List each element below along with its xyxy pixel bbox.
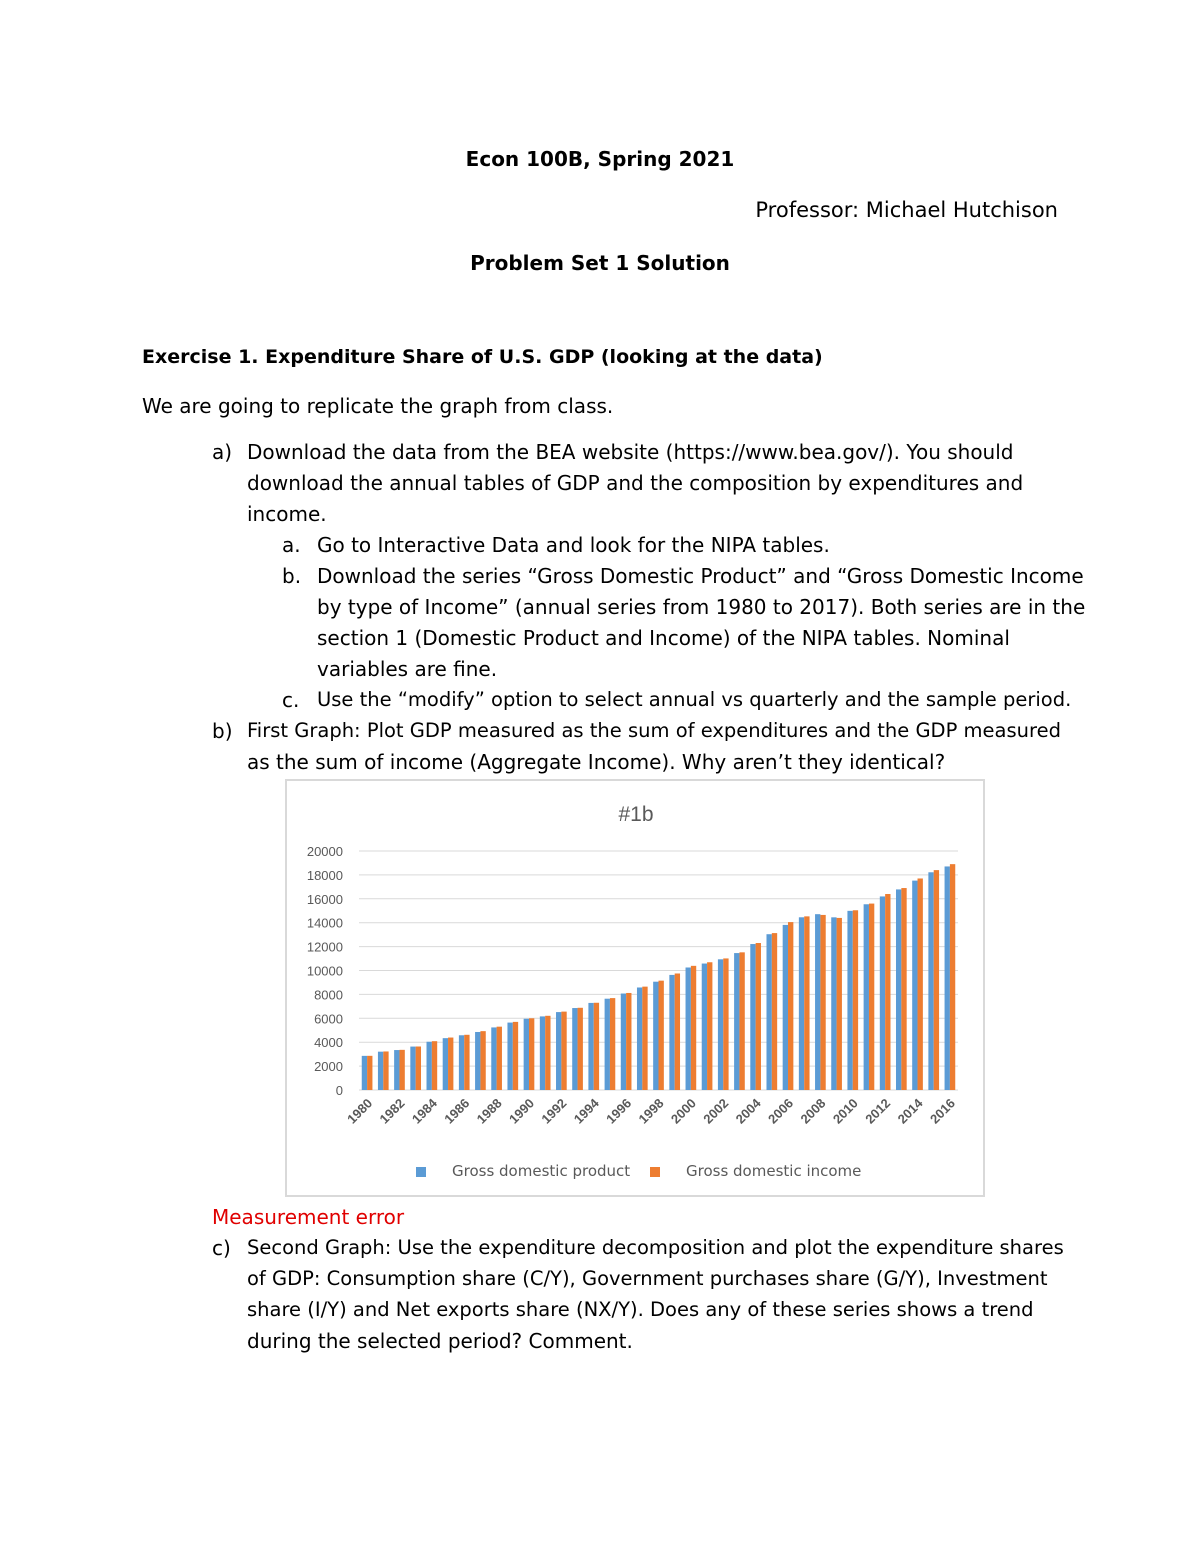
x-tick-label: 1990 xyxy=(506,1095,538,1127)
x-tick-label: 2002 xyxy=(700,1095,732,1127)
bar-gdp xyxy=(912,881,917,1090)
x-tick-label: 2014 xyxy=(894,1095,926,1127)
item-a-line: Download the data from the BEA website (https://www.bea.gov/). You should xyxy=(247,440,1014,464)
x-tick-label: 2006 xyxy=(765,1095,797,1127)
legend-label-gdi: Gross domestic income xyxy=(686,1162,862,1180)
bar-gdp xyxy=(653,982,658,1090)
item-b-marker: b) xyxy=(212,719,233,743)
bar-gdp xyxy=(491,1027,496,1090)
item-c-line: share (I/Y) and Net exports share (NX/Y). Does any of these series shows a trend xyxy=(247,1298,1034,1321)
bar-gdp xyxy=(556,1012,561,1090)
bar-gdp xyxy=(572,1008,577,1090)
bar-gdi xyxy=(820,915,825,1090)
bar-gdp xyxy=(896,889,901,1090)
bar-gdi xyxy=(901,888,906,1090)
bar-gdi xyxy=(513,1022,518,1090)
item-a-line: download the annual tables of GDP and the composition by expenditures and xyxy=(247,471,1024,495)
y-tick-label: 10000 xyxy=(306,963,343,979)
bar-gdi xyxy=(383,1051,388,1090)
subitem-c-marker: c. xyxy=(282,688,300,712)
legend-item-gdp xyxy=(416,1162,630,1180)
bar-gdp xyxy=(621,994,626,1090)
bar-gdp xyxy=(799,917,804,1090)
legend-swatch-gdi xyxy=(650,1167,660,1177)
y-tick-label: 14000 xyxy=(306,915,343,931)
bar-gdi xyxy=(950,864,955,1090)
bar-gdp xyxy=(669,975,674,1090)
item-b-line: First Graph: Plot GDP measured as the sum of expenditures and the GDP measured xyxy=(247,719,1061,742)
bar-gdp xyxy=(815,914,820,1090)
x-tick-label: 1980 xyxy=(344,1095,376,1127)
exercise-heading: Exercise 1. Expenditure Share of U.S. GDP (looking at the data) xyxy=(142,346,823,368)
bar-gdp xyxy=(443,1038,448,1090)
gdp-chart-svg xyxy=(287,781,983,1195)
subitem-b-marker: b. xyxy=(282,564,302,588)
bar-gdi xyxy=(497,1027,502,1090)
bar-gdp xyxy=(427,1042,432,1090)
bar-gdi xyxy=(772,933,777,1090)
bar-gdp xyxy=(362,1056,367,1090)
answer-text: Measurement error xyxy=(212,1205,405,1229)
x-tick-label: 1986 xyxy=(441,1095,473,1127)
bar-gdi xyxy=(594,1003,599,1090)
x-tick-label: 1982 xyxy=(376,1095,408,1127)
y-tick-label: 0 xyxy=(335,1083,343,1098)
bar-gdi xyxy=(432,1041,437,1090)
bar-gdp xyxy=(410,1047,415,1090)
bar-gdp xyxy=(847,911,852,1090)
bar-gdp xyxy=(864,904,869,1090)
bar-gdi xyxy=(626,993,631,1090)
course-title: Econ 100B, Spring 2021 xyxy=(465,147,735,171)
bar-gdi xyxy=(756,943,761,1090)
subitem-b-line: by type of Income” (annual series from 1980 to 2017). Both series are in the xyxy=(317,595,1086,619)
subitem-b-line: section 1 (Domestic Product and Income) of the NIPA tables. Nominal xyxy=(317,626,1010,650)
bar-gdp xyxy=(475,1032,480,1090)
y-tick-label: 2000 xyxy=(314,1059,343,1075)
bar-gdi xyxy=(545,1016,550,1090)
y-tick-label: 16000 xyxy=(306,891,343,907)
bar-gdi xyxy=(788,922,793,1090)
bar-gdi xyxy=(934,870,939,1090)
professor-name: Professor: Michael Hutchison xyxy=(755,198,1058,222)
bar-gdi xyxy=(578,1008,583,1090)
bar-gdi xyxy=(367,1056,372,1090)
x-tick-label: 1998 xyxy=(635,1095,667,1127)
bar-gdi xyxy=(659,981,664,1090)
item-c-marker: c) xyxy=(212,1236,231,1260)
bar-gdp xyxy=(459,1035,464,1090)
bar-gdp xyxy=(945,866,950,1090)
bar-gdi xyxy=(885,894,890,1090)
bar-gdi xyxy=(675,973,680,1090)
bar-gdp xyxy=(928,872,933,1090)
subitem-b-line: Download the series “Gross Domestic Product” and “Gross Domestic Income xyxy=(317,564,1084,588)
y-tick-label: 6000 xyxy=(314,1011,343,1027)
bar-gdp xyxy=(734,953,739,1090)
bar-gdp xyxy=(718,959,723,1090)
bar-gdp xyxy=(783,925,788,1090)
bar-gdp xyxy=(880,896,885,1090)
bar-gdp xyxy=(394,1050,399,1090)
y-tick-label: 12000 xyxy=(306,939,343,955)
bar-gdp xyxy=(831,917,836,1090)
gdp-chart xyxy=(285,779,985,1197)
item-a-line: income. xyxy=(247,502,327,526)
bar-gdp xyxy=(507,1023,512,1090)
item-c-line: Second Graph: Use the expenditure decomposition and plot the expenditure shares xyxy=(247,1236,1064,1259)
legend-swatch-gdp xyxy=(416,1167,426,1177)
bar-gdi xyxy=(707,962,712,1090)
bar-gdp xyxy=(686,967,691,1090)
bar-gdi xyxy=(529,1018,534,1090)
subitem-c-line: Use the “modify” option to select annual vs quarterly and the sample period. xyxy=(317,688,1072,711)
bar-gdi xyxy=(918,878,923,1090)
bar-gdp xyxy=(605,999,610,1090)
bar-gdi xyxy=(448,1038,453,1090)
x-tick-label: 2010 xyxy=(829,1095,861,1127)
bar-gdi xyxy=(416,1047,421,1090)
bar-gdi xyxy=(837,918,842,1090)
y-tick-label: 20000 xyxy=(306,844,343,859)
x-tick-label: 2012 xyxy=(862,1095,894,1127)
bar-gdp xyxy=(588,1003,593,1090)
bar-gdi xyxy=(399,1050,404,1090)
y-tick-label: 8000 xyxy=(314,987,343,1003)
bar-gdi xyxy=(853,910,858,1090)
bar-gdi xyxy=(691,966,696,1090)
x-tick-label: 2004 xyxy=(732,1095,764,1127)
legend-item-gdi xyxy=(650,1162,861,1180)
exercise-intro: We are going to replicate the graph from class. xyxy=(142,394,614,418)
x-tick-label: 1988 xyxy=(473,1095,505,1127)
subitem-b-line: variables are fine. xyxy=(317,657,498,681)
subitem-a-marker: a. xyxy=(282,533,301,557)
bar-gdi xyxy=(804,916,809,1090)
x-tick-label: 2000 xyxy=(667,1095,699,1127)
subitem-a-line: Go to Interactive Data and look for the NIPA tables. xyxy=(317,533,830,557)
bar-gdi xyxy=(561,1012,566,1090)
item-c-line: of GDP: Consumption share (C/Y), Government purchases share (G/Y), Investment xyxy=(247,1267,1048,1290)
item-a-marker: a) xyxy=(212,440,233,464)
bar-gdp xyxy=(637,987,642,1090)
x-tick-label: 2016 xyxy=(926,1095,959,1127)
item-c-line: during the selected period? Comment. xyxy=(247,1329,633,1353)
x-tick-label: 2008 xyxy=(797,1095,829,1127)
bar-gdp xyxy=(378,1052,383,1090)
document-title: Problem Set 1 Solution xyxy=(470,251,730,275)
bar-gdp xyxy=(540,1016,545,1090)
bar-gdi xyxy=(480,1031,485,1090)
bar-gdi xyxy=(642,987,647,1090)
bar-gdp xyxy=(524,1019,529,1090)
bar-gdi xyxy=(723,958,728,1090)
bar-gdi xyxy=(869,904,874,1090)
bar-gdp xyxy=(750,944,755,1090)
x-tick-label: 1996 xyxy=(603,1095,635,1127)
bar-gdi xyxy=(739,952,744,1090)
y-tick-label: 4000 xyxy=(314,1035,343,1051)
bar-gdp xyxy=(766,934,771,1090)
legend-label-gdp: Gross domestic product xyxy=(452,1162,631,1180)
y-tick-label: 18000 xyxy=(306,867,343,883)
bar-gdp xyxy=(702,964,707,1090)
x-tick-label: 1994 xyxy=(570,1095,602,1127)
x-tick-label: 1992 xyxy=(538,1095,570,1127)
bar-gdi xyxy=(610,998,615,1090)
x-tick-label: 1984 xyxy=(408,1095,440,1127)
bar-gdi xyxy=(464,1035,469,1090)
chart-title: #1b xyxy=(618,803,654,826)
item-b-line: as the sum of income (Aggregate Income). Why aren’t they identical? xyxy=(247,750,946,774)
